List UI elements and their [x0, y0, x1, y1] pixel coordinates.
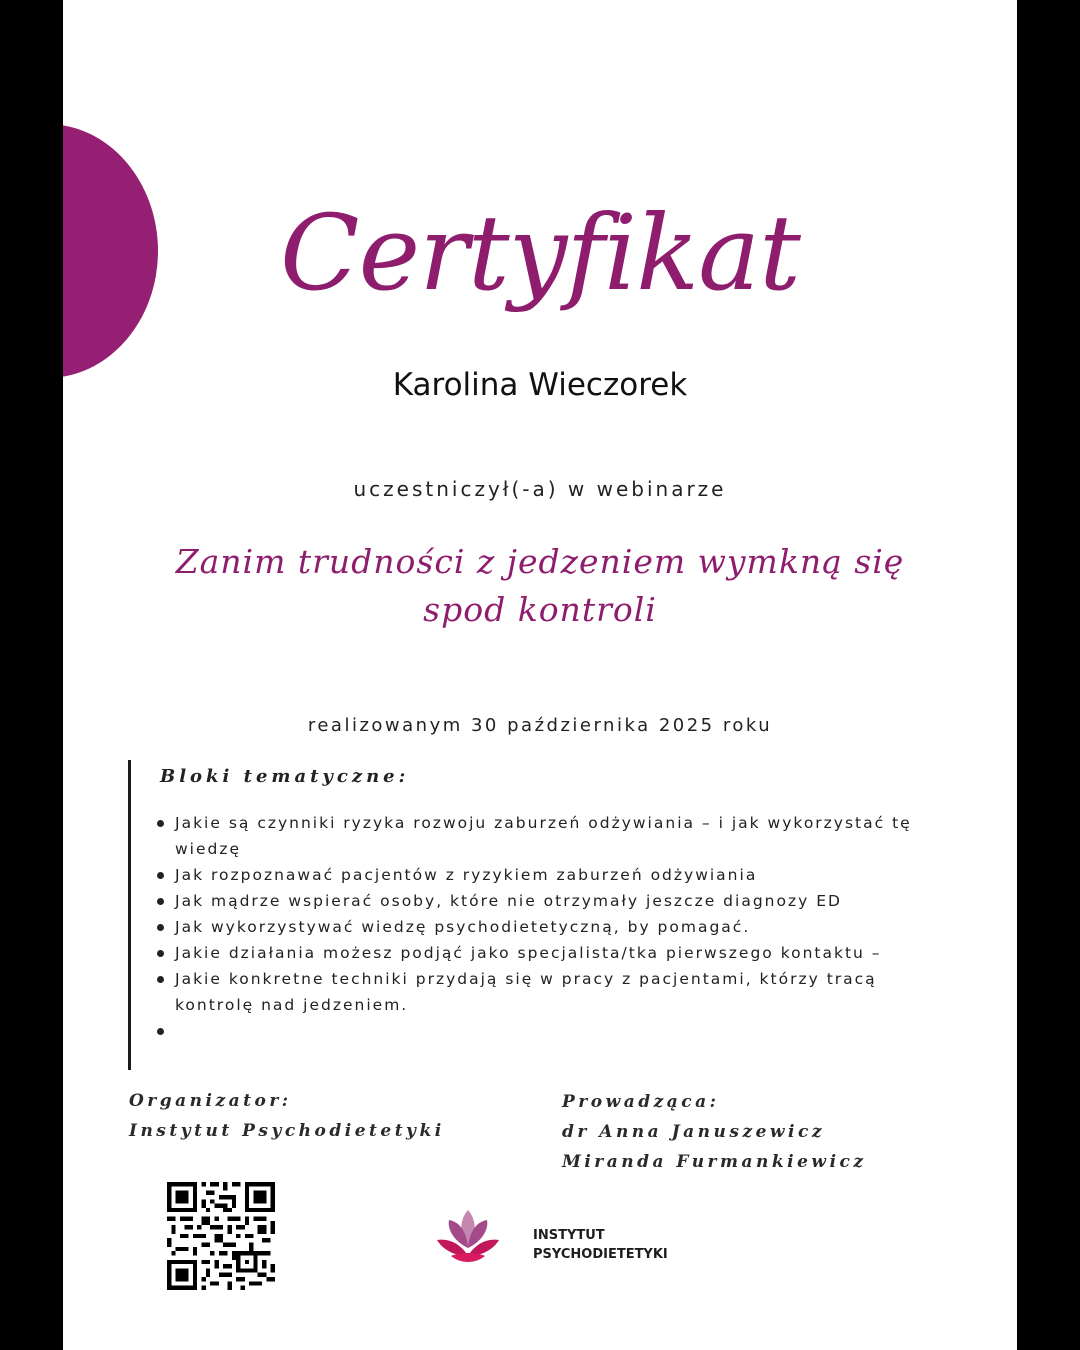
certificate-title: Certyfikat	[280, 192, 800, 314]
participation-text: uczestniczył(-a) w webinarze	[353, 477, 727, 501]
topic-item: Jak wykorzystywać wiedzę psychodietetyczną, by pomagać.	[175, 914, 955, 940]
certificate-page	[63, 0, 1017, 1350]
logo-text	[533, 1226, 668, 1264]
speaker-label: Prowadząca:	[562, 1092, 720, 1112]
organizer-label: Organizator:	[129, 1091, 292, 1111]
recipient-name: Karolina Wieczorek	[392, 367, 688, 403]
webinar-date: realizowanym 30 października 2025 roku	[307, 715, 773, 736]
topics-section	[128, 760, 961, 1070]
organizer-block	[129, 1086, 445, 1146]
speaker-block	[562, 1087, 867, 1177]
topics-list	[131, 810, 955, 1044]
organizer-name: Instytut Psychodietetyki	[129, 1121, 445, 1141]
speaker-name-2: Miranda Furmankiewicz	[562, 1152, 867, 1172]
topic-item: Jakie działania możesz podjąć jako specjalista/tka pierwszego kontaktu –	[175, 940, 955, 966]
topic-item-empty	[175, 1018, 955, 1044]
qr-code-icon[interactable]	[167, 1182, 275, 1290]
webinar-title-line-1: Zanim trudności z jedzeniem wymkną się	[175, 542, 905, 581]
institute-logo	[437, 1206, 677, 1270]
topic-item: Jakie konkretne techniki przydają się w pracy z pacjentami, którzy tracą kontrolę nad jedzeniem.	[175, 966, 955, 1018]
logo-text-line-2: PSYCHODIETETYKI	[533, 1247, 668, 1262]
speaker-name-1: dr Anna Januszewicz	[562, 1122, 826, 1142]
logo-text-line-1: INSTYTUT	[533, 1228, 605, 1243]
lotus-logo-icon	[437, 1206, 499, 1268]
webinar-title	[63, 538, 1017, 634]
topic-item: Jakie są czynniki ryzyka rozwoju zaburzeń odżywiania – i jak wykorzystać tę wiedzę	[175, 810, 955, 862]
webinar-title-line-2: spod kontroli	[423, 590, 657, 629]
topic-item: Jak rozpoznawać pacjentów z ryzykiem zaburzeń odżywiania	[175, 862, 955, 888]
topic-item: Jak mądrze wspierać osoby, które nie otrzymały jeszcze diagnozy ED	[175, 888, 955, 914]
topics-heading: Bloki tematyczne:	[160, 766, 410, 787]
